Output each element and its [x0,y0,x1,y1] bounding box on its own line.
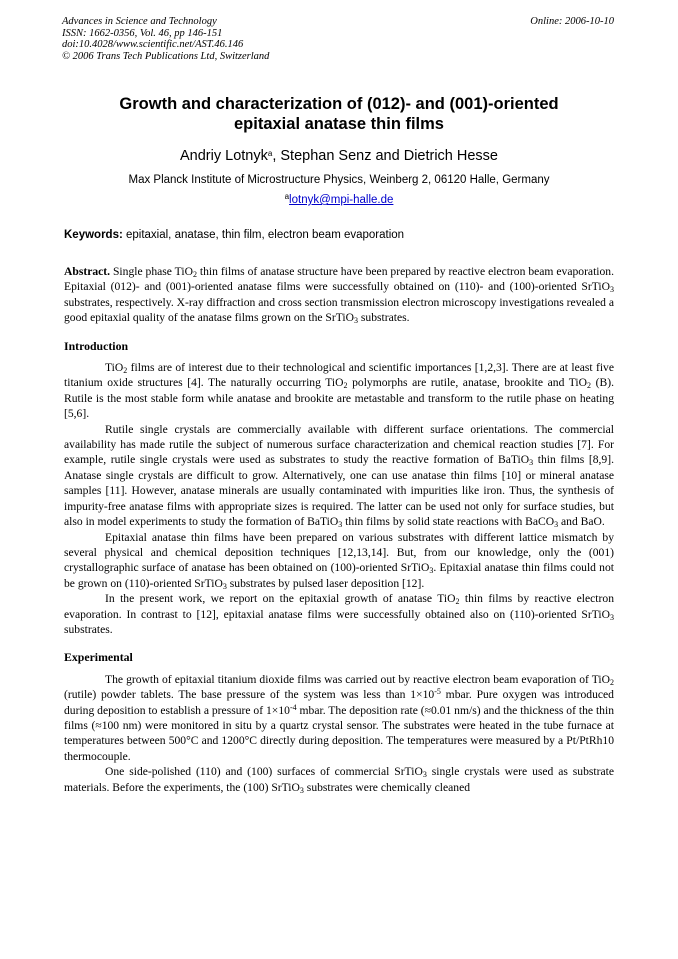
intro-paragraph-3: Epitaxial anatase thin films have been prepared on various substrates with different lattice mismatch by several physical and chemical deposition techniques [12,13,14]. But, from our knowledge, only the (001) crystallographic surface of anatase has been obtained on (100)-oriented SrTiO$_3$. Epitaxial anatase thin films could not be grown on (110)-oriented SrTiO$_3$ substrates by pulsed laser deposition [12]. [64,530,614,591]
author-1-sup: a [267,149,273,158]
author-1: Andriy Lotnyk [180,148,268,164]
title-line-1: Growth and characterization of (012)- and (001)-oriented [119,95,559,113]
journal-doi: doi:10.4028/www.scientific.net/AST.46.146 [62,39,244,50]
title-line-2: epitaxial anatase thin films [234,115,444,133]
paper-title [64,94,614,134]
affiliation: Max Planck Institute of Microstructure Physics, Weinberg 2, 06120 Halle, Germany [128,174,550,186]
abstract: Abstract. Single phase TiO$_2$ thin films of anatase structure have been prepared by reactive electron beam evaporation. Epitaxial (012)- and (001)-oriented anatase films were successfully obtained on (110)- and (100)-oriented SrTiO$_3$ substrates, respectively. X-ray diffraction and cross section transmission electron microscopy investigations revealed a good epitaxial quality of the anatase films grown on the SrTiO$_3$ substrates. [64,265,615,326]
journal-copyright: © 2006 Trans Tech Publications Ltd, Switzerland [62,50,270,62]
experimental-paragraph-1: The growth of epitaxial titanium dioxide films was carried out by reactive electron beam evaporation of TiO$_2$ (rutile) powder tablets. The base pressure of the system was less than $1\times 10^{-5}$ mbar. Pure oxygen was introduced during deposition to establish a pressure of $1\times 10^{-4}$ mbar. The deposition rate (≈0.01 nm/s) and the thickness of the thin films (≈100 nm) were monitored in situ by a quartz crystal sensor. The substrates were heated in the tube furnace at temperatures between 500°C and 1200°C directly during deposition. The temperatures were measured by a Pt/PtRh10 thermocouple. [64,672,614,763]
author-list [64,148,614,164]
email-link[interactable]: lotnyk@mpi-halle.de [289,194,394,206]
author-rest: , Stephan Senz and Dietrich Hesse [272,148,498,164]
intro-paragraph-2: Rutile single crystals are commercially available with different surface orientations. The commercial availability has made rutile the subject of numerous surface characterization and chemical reaction studies [7]. For example, rutile single crystals were used as substrates to study the reactive formation of BaTiO$_3$ thin films [8,9]. Anatase single crystals are difficult to grow. Alternatively, one can use anatase thin films [10] or mineral anatase samples [11]. However, anatase minerals are usually contaminated with impurities like iron. Thus, the synthesis of impurity-free anatase films with appropriate sizes is required. The latter can be used not only for surface studies, but also in model experiments to study the formation of BaTiO$_3$ thin films by solid state reactions with BaCO$_3$ and BaO. [64,422,614,530]
section-heading-introduction: Introduction [64,338,129,353]
keywords-text: epitaxial, anatase, thin film, electron beam evaporation [122,229,405,241]
email-sup: a [284,192,290,201]
body-text [64,264,614,795]
keywords [64,229,614,241]
intro-paragraph-4: In the present work, we report on the epitaxial growth of anatase TiO$_2$ thin films by reactive electron evaporation. In contrast to [12], epitaxial anatase films were successfully obtained also on (110)-oriented SrTiO$_3$ substrates. [64,592,614,636]
journal-name: Advances in Science and Technology [62,16,217,27]
email-line [64,194,614,206]
intro-paragraph-1: TiO$_2$ films are of interest due to their technological and scientific importances [1,2,3]. There are at least five titanium oxide structures [4]. The naturally occurring TiO$_2$ polymorphs are rutile, anatase, brookite and TiO$_2$ (B). Rutile is the most stable form while anatase and brookite are metastable and transform to the rutile phase on heating [5,6]. [64,361,614,421]
journal-issn: ISSN: 1662-0356, Vol. 46, pp 146-151 [62,27,223,39]
journal-header [62,16,614,62]
abstract-label: Abstract. [64,265,111,278]
online-date: Online: 2006-10-10 [530,16,614,27]
experimental-paragraph-2: One side-polished (110) and (100) surfaces of commercial SrTiO$_3$ single crystals were used as substrate materials. Before the experiments, the (100) SrTiO$_3$ substrates were chemically cleaned [64,765,614,795]
section-heading-experimental: Experimental [64,650,133,665]
keywords-label: Keywords: [64,229,123,241]
